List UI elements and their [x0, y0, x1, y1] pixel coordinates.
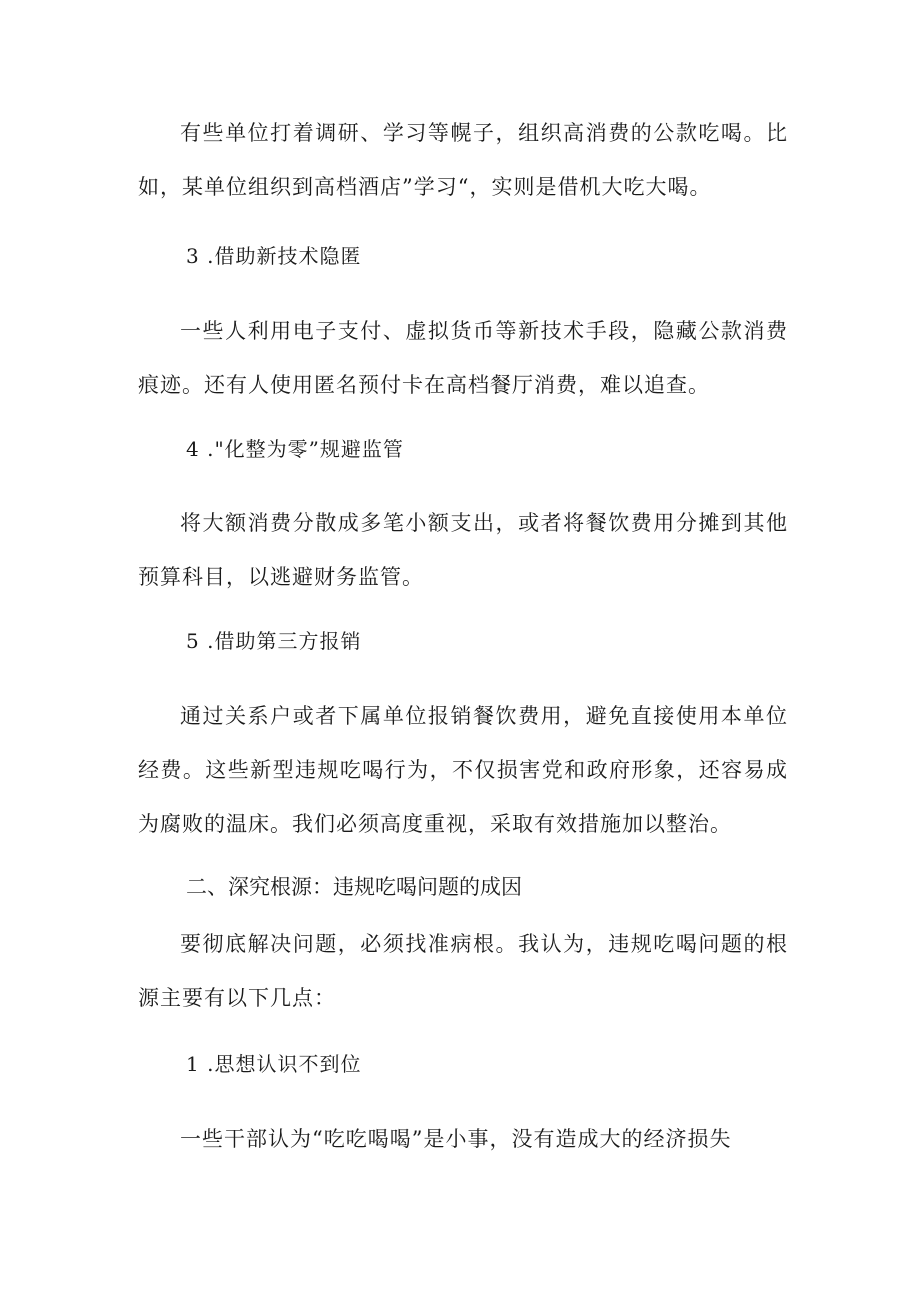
subheading-5-third-party: 5 .借助第三方报销: [186, 629, 362, 653]
paragraph-awareness: 一些干部认为“吃吃喝喝”是小事，没有造成大的经济损失: [180, 1127, 732, 1151]
paragraph-root-causes-intro: 要彻底解决问题，必须找准病根。我认为，违规吃喝问题的根源主要有以下几点：: [138, 932, 788, 1010]
section-heading-root-causes: 二、深究根源：违规吃喝问题的成因: [186, 875, 522, 899]
paragraph-third-party: 通过关系户或者下属单位报销餐饮费用，避免直接使用本单位经费。这些新型违规吃喝行为，不仅损害党和政府形象，还容易成为腐败的温床。我们必须高度重视，采取有效措施加以整治。: [138, 704, 788, 836]
paragraph-formalism-examples: 有些单位打着调研、学习等幌子，组织高消费的公款吃喝。比如，某单位组织到高档酒店”学习“，实则是借机大吃大喝。: [138, 121, 788, 199]
subheading-4-split-spending: 4 ."化整为零”规避监管: [186, 437, 404, 461]
paragraph-new-tech: 一些人利用电子支付、虚拟货币等新技术手段，隐藏公款消费痕迹。还有人使用匿名预付卡在高档餐厅消费，难以追查。: [138, 319, 788, 397]
paragraph-split-spending: 将大额消费分散成多笔小额支出，或者将餐饮费用分摊到其他预算科目，以逃避财务监管。: [138, 511, 788, 589]
subheading-1-awareness: 1 .思想认识不到位: [186, 1052, 362, 1076]
subheading-3-new-tech: 3 .借助新技术隐匿: [186, 244, 362, 268]
